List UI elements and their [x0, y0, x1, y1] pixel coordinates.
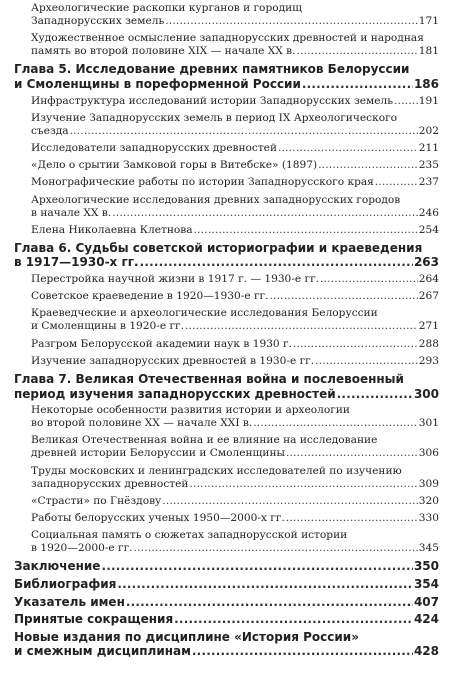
toc-page-number: 309	[418, 477, 439, 490]
toc-entry-title-line: Елена Николаевна Клетнова	[31, 223, 193, 236]
dot-leader	[278, 142, 418, 155]
toc-page-number: 171	[418, 15, 439, 27]
toc-entry-last-line	[31, 542, 439, 555]
toc-entry-last-line	[14, 559, 439, 574]
toc-entry-title-line: Инфраструктура исследований истории Западнорусских земель	[31, 94, 394, 107]
toc-section-entry	[14, 142, 439, 155]
dot-leader	[112, 207, 418, 220]
toc-entry-last-line	[31, 355, 439, 368]
toc-entry-last-line	[31, 142, 439, 155]
toc-page-number: 235	[418, 159, 439, 172]
toc-page-number: 191	[418, 94, 439, 107]
toc-entry-last-line	[31, 495, 439, 508]
toc-entry-last-line	[31, 512, 439, 525]
toc-page-number: 330	[418, 511, 439, 524]
toc-chapter-entry	[14, 559, 439, 574]
toc-page-number: 345	[418, 542, 439, 555]
toc-section-entry	[14, 176, 439, 189]
toc-entry-title-line: «Страсти» по Гнёздову	[31, 494, 162, 507]
toc-entry-last-line	[14, 644, 439, 659]
toc-chapter-entry	[14, 612, 439, 627]
toc-entry-title-line: Социальная память о сюжетах западнорусской истории	[31, 529, 348, 542]
toc-entry-title-line: и Смоленщины в пореформенной России	[14, 76, 301, 91]
toc-entry-last-line	[31, 478, 439, 491]
toc-entry-title-line: в 1920—2000-е гг.	[31, 542, 133, 555]
toc-page-number: 306	[418, 447, 439, 460]
dot-leader	[134, 542, 418, 555]
dot-leader	[165, 15, 418, 28]
toc-page-number: 246	[418, 206, 439, 219]
toc-page-number: 407	[413, 594, 439, 609]
toc-entry-title-line: Перестройка научной жизни в 1917 г. — 1930-е гг.	[31, 273, 319, 286]
toc-entry-last-line	[31, 290, 439, 303]
toc-section-entry	[14, 273, 439, 286]
toc-entry-title-line: Великая Отечественная война и ее влияние на исследование	[31, 434, 378, 447]
toc-entry-title-line: Принятые сокращения	[14, 612, 174, 627]
dot-leader	[174, 612, 413, 627]
toc-entry-title-line: память во второй половине XIX — начале XX в.	[31, 45, 296, 58]
toc-entry-title-line: Разгром Белорусской академии наук в 1930 г.	[31, 337, 292, 350]
dot-leader	[162, 495, 417, 508]
toc-entry-title-line: Художественное осмысление западнорусских древностей и народная	[31, 32, 424, 45]
toc-section-entry	[14, 307, 439, 333]
toc-entry-title-line: Советское краеведение в 1920—1930-е гг.	[31, 290, 269, 303]
dot-leader	[189, 478, 417, 491]
toc-page-number: 424	[413, 612, 439, 627]
toc-section-entry	[14, 404, 439, 430]
dot-leader	[126, 595, 413, 610]
toc-page-number: 202	[418, 124, 439, 137]
toc-entry-title-line: Исследователи западнорусских древностей	[31, 141, 278, 154]
toc-page-number: 428	[413, 644, 439, 659]
toc-entry-title-line: Глава 6. Судьбы советской историографии и краеведения	[14, 240, 423, 255]
toc-entry-last-line	[31, 417, 439, 430]
toc-entry-title-line: Новые издания по дисциплине «История России»	[14, 629, 359, 644]
toc-entry-last-line	[14, 77, 439, 92]
toc-entry-title-line: древней истории Белоруссии и Смоленщины	[31, 447, 285, 460]
toc-entry-title-line: Археологические раскопки курганов и городищ	[31, 2, 303, 14]
dot-leader	[192, 644, 413, 659]
dot-leader	[101, 559, 413, 574]
toc-page-number: 264	[418, 273, 439, 286]
dot-leader	[269, 290, 417, 303]
toc-entry-title-line: западнорусских древностей	[31, 477, 189, 490]
toc-section-entry	[14, 194, 439, 220]
toc-page-number: 354	[413, 576, 439, 591]
toc-section-entry	[14, 159, 439, 172]
toc-entry-last-line	[14, 387, 439, 402]
toc-entry-title-line: Глава 5. Исследование древних памятников Белоруссии	[14, 62, 410, 77]
dot-leader	[394, 95, 418, 108]
toc-entry-title-line: Краеведческие и археологические исследования Белоруссии	[31, 307, 378, 320]
toc-page-number: 237	[418, 176, 439, 189]
table-of-contents	[14, 2, 439, 659]
toc-entry-last-line	[31, 447, 439, 460]
toc-entry-title-line: и Смоленщины в 1920-е гг.	[31, 320, 184, 333]
toc-entry-last-line	[31, 45, 439, 58]
toc-section-entry	[14, 112, 439, 138]
toc-page-number: 263	[413, 255, 439, 270]
toc-page-number: 254	[418, 223, 439, 236]
toc-entry-title-line: Изучение западнорусских древностей в 1930-е гг.	[31, 354, 315, 367]
dot-leader	[286, 447, 418, 460]
toc-entry-last-line	[14, 577, 439, 592]
toc-entry-title-line: Западнорусских земель	[31, 15, 165, 27]
toc-chapter-entry	[14, 595, 439, 610]
toc-entry-title-line: во второй половине XX — начале XXI в.	[31, 417, 253, 430]
toc-section-entry	[14, 434, 439, 460]
toc-entry-title-line: Монографические работы по истории Западнорусского края	[31, 176, 374, 189]
toc-entry-last-line	[31, 95, 439, 108]
toc-entry-title-line: Археологические исследования древних западнорусских городов	[31, 193, 401, 206]
toc-section-entry	[14, 465, 439, 491]
toc-page-number: 301	[418, 417, 439, 430]
toc-entry-last-line	[14, 595, 439, 610]
dot-leader	[253, 417, 418, 430]
dot-leader	[185, 320, 418, 333]
toc-entry-last-line	[31, 159, 439, 172]
toc-entry-title-line: Некоторые особенности развития истории и археологии	[31, 404, 350, 417]
toc-entry-title-line: «Дело о срытии Замковой горы в Витебске» (1897)	[31, 159, 318, 172]
toc-entry-last-line	[31, 338, 439, 351]
toc-section-entry	[14, 290, 439, 303]
toc-chapter-entry	[14, 241, 439, 270]
dot-leader	[315, 355, 418, 368]
toc-entry-title-line: Заключение	[14, 559, 101, 574]
toc-entry-last-line	[31, 176, 439, 189]
toc-page-number: 300	[413, 386, 439, 401]
dot-leader	[337, 387, 413, 402]
toc-section-entry	[14, 512, 439, 525]
toc-page-number: 211	[418, 141, 439, 154]
toc-entry-last-line	[14, 255, 439, 270]
toc-entry-title-line: в 1917—1930-х гг.	[14, 255, 139, 270]
toc-chapter-entry	[14, 630, 439, 659]
toc-page-number: 288	[418, 337, 439, 350]
toc-page-number: 267	[418, 290, 439, 303]
toc-entry-last-line	[14, 612, 439, 627]
toc-entry-last-line	[31, 125, 439, 138]
toc-section-entry	[14, 338, 439, 351]
toc-section-entry	[14, 224, 439, 237]
toc-entry-title-line: Указатель имен	[14, 594, 125, 609]
toc-entry-title-line: съезда	[31, 124, 69, 137]
toc-page-number: 271	[418, 320, 439, 333]
dot-leader	[70, 125, 418, 138]
toc-page-number: 293	[418, 354, 439, 367]
toc-page-number: 350	[413, 559, 439, 574]
toc-entry-title-line: Глава 7. Великая Отечественная война и послевоенный	[14, 372, 404, 386]
dot-leader	[302, 77, 413, 92]
toc-section-entry	[14, 529, 439, 555]
toc-page-number: 320	[418, 494, 439, 507]
toc-entry-last-line	[31, 207, 439, 220]
dot-leader	[286, 512, 418, 525]
toc-entry-title-line: Изучение Западнорусских земель в период IX Археологического	[31, 111, 398, 124]
toc-chapter-entry	[14, 577, 439, 592]
toc-entry-title-line: период изучения западнорусских древностей	[14, 386, 336, 401]
toc-entry-title-line: в начале XX в.	[31, 206, 112, 219]
toc-page-number: 181	[418, 45, 439, 58]
toc-entry-last-line	[31, 224, 439, 237]
toc-entry-last-line	[31, 273, 439, 286]
dot-leader	[375, 176, 418, 189]
toc-entry-title-line: Работы белорусских ученых 1950—2000-х гг.	[31, 511, 285, 524]
toc-section-entry	[14, 355, 439, 368]
toc-section-entry	[14, 95, 439, 108]
toc-entry-last-line	[31, 320, 439, 333]
toc-page-number: 186	[413, 76, 439, 91]
dot-leader	[318, 159, 418, 172]
toc-entry-title-line: и смежным дисциплинам	[14, 644, 191, 659]
toc-entry-title-line: Библиография	[14, 576, 117, 591]
toc-chapter-entry	[14, 372, 439, 401]
dot-leader	[140, 255, 413, 270]
toc-chapter-entry	[14, 62, 439, 91]
toc-section-entry	[14, 2, 439, 28]
toc-section-entry	[14, 32, 439, 58]
dot-leader	[297, 45, 418, 58]
dot-leader	[293, 338, 418, 351]
dot-leader	[117, 577, 413, 592]
toc-entry-last-line	[31, 15, 439, 28]
dot-leader	[320, 273, 418, 286]
toc-entry-title-line: Труды московских и ленинградских исследователей по изучению	[31, 464, 402, 477]
dot-leader	[194, 224, 418, 237]
toc-section-entry	[14, 495, 439, 508]
